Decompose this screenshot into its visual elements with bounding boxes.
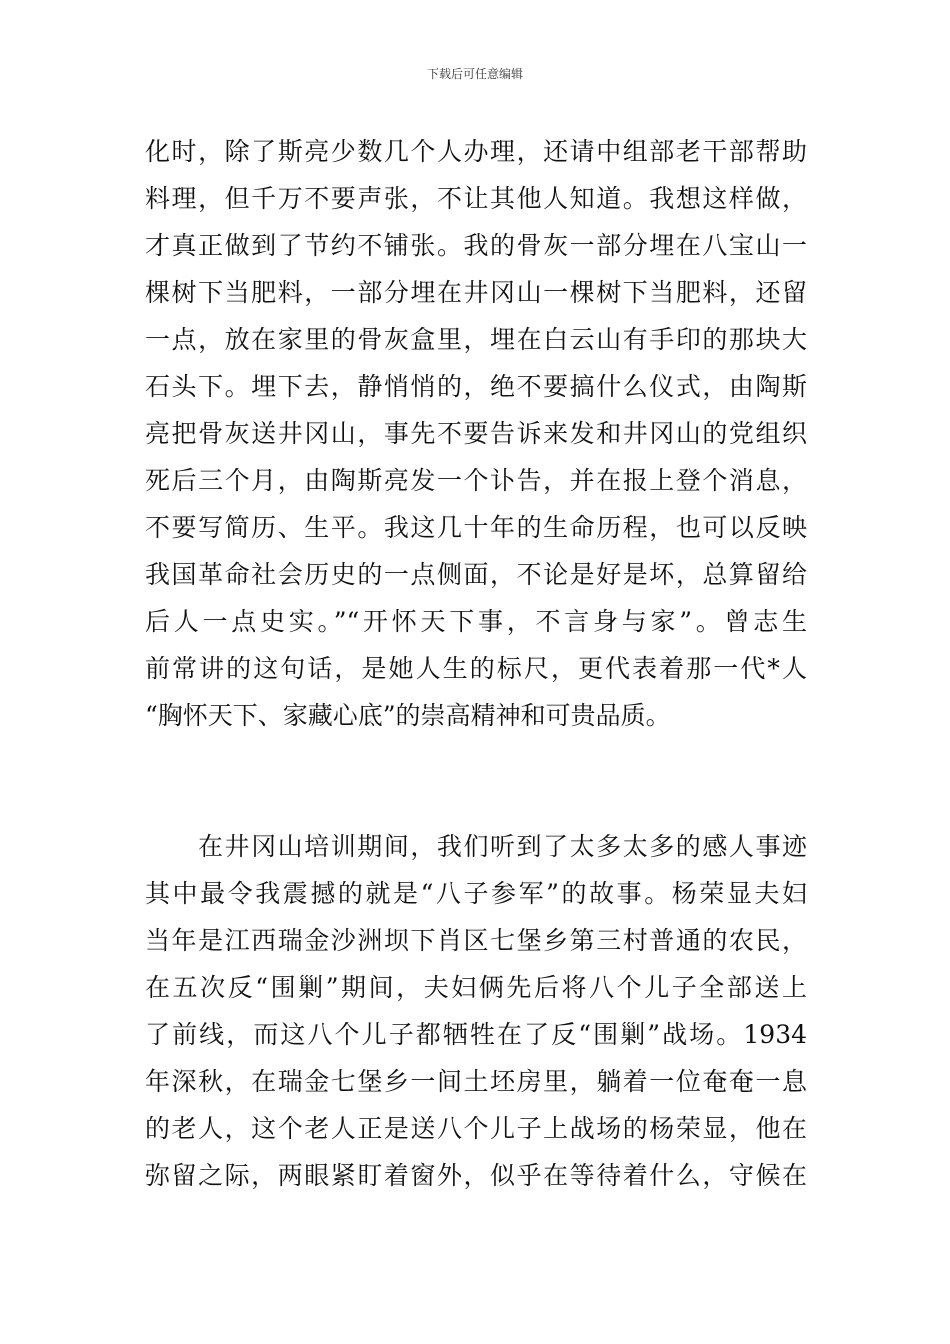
text-line: “胸怀天下、家藏心底”的崇高精神和可贵品质。 [145,701,671,730]
text-line: 棵树下当肥料，一部分埋在井冈山一棵树下当肥料，还留 [145,278,807,307]
text-line: 料理，但千万不要声张，不让其他人知道。我想这样做， [145,184,807,213]
text-line: 其中最令我震撼的就是“八子参军”的故事。杨荣显夫妇 [145,879,807,908]
text-line: 当年是江西瑞金沙洲坝下肖区七堡乡第三村普通的农民， [145,926,807,955]
text-line: 了前线，而这八个儿子都牺牲在了反“围剿”战场。1934 [145,1020,807,1049]
text-line: 的老人，这个老人正是送八个儿子上战场的杨荣显，他在 [145,1114,807,1143]
paragraph [145,823,807,1199]
text-line: 弥留之际，两眼紧盯着窗外，似乎在等待着什么，守候在 [145,1161,807,1190]
text-line: 不要写简历、生平。我这几十年的生命历程，也可以反映 [145,513,807,542]
text-line: 亮把骨灰送井冈山，事先不要告诉来发和井冈山的党组织 [145,419,807,448]
text-line: 后人一点史实。”“开怀天下事，不言身与家”。曾志生 [145,607,807,636]
page-header: 下载后可任意编辑 [426,67,523,81]
text-line: 年深秋，在瑞金七堡乡一间土坯房里，躺着一位奄奄一息 [145,1067,807,1096]
text-line: 石头下。埋下去，静悄悄的，绝不要搞什么仪式，由陶斯 [145,372,807,401]
text-line: 一点，放在家里的骨灰盒里，埋在白云山有手印的那块大 [145,325,807,354]
paragraph [145,128,807,739]
text-line: 才真正做到了节约不铺张。我的骨灰一部分埋在八宝山一 [145,231,807,260]
text-line: 死后三个月，由陶斯亮发一个讣告，并在报上登个消息， [145,466,807,495]
text-line: 我国革命社会历史的一点侧面，不论是好是坏，总算留给 [145,560,807,589]
text-line: 化时，除了斯亮少数几个人办理，还请中组部老干部帮助 [145,137,807,166]
text-line: 在井冈山培训期间，我们听到了太多太多的感人事迹 [198,832,807,861]
text-line: 前常讲的这句话，是她人生的标尺，更代表着那一代*人 [145,654,807,683]
text-line: 在五次反“围剿”期间，夫妇俩先后将八个儿子全部送上 [145,973,807,1002]
